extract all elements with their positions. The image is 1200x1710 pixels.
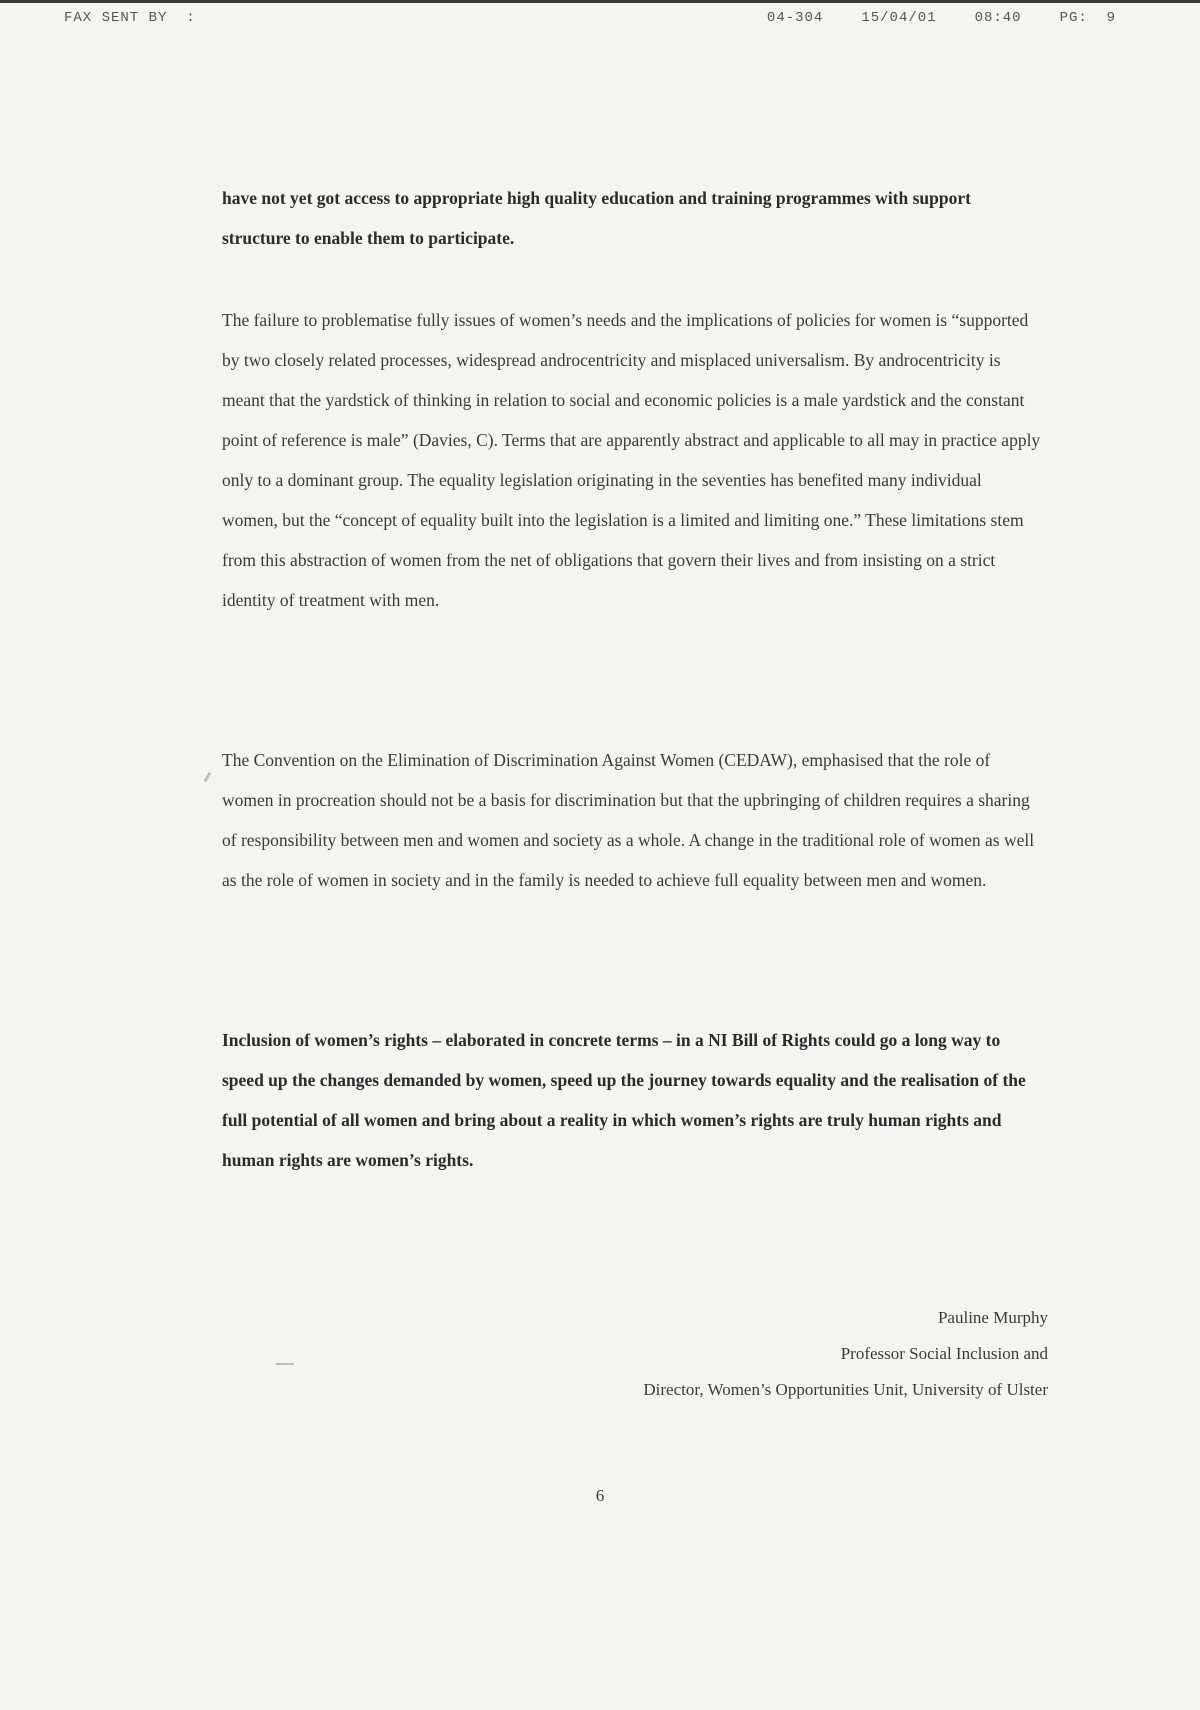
fax-page: PG: 9 — [1059, 10, 1116, 26]
signatory-affiliation: Director, Women’s Opportunities Unit, University of Ulster — [643, 1380, 1048, 1399]
paragraph-1-text: The failure to problematise fully issues of women’s needs and the implications of policies for women is “supported by two closely related processes, widespread androcentricity and misplaced universalism. By androcentricity is meant that the yardstick of thinking in relation to social and economic policies is a male yardstick and the constant point of reference is male” (Davies, C). Terms that are apparently abstract and applicable to all may in practice apply only to a dominant group. The equality legislation originating in the seventies has benefited many individual women, but the “concept of equality built into the legislation is a limited and limiting one.” These limitations stem from this abstraction of women from the net of obligations that govern their lives and from insisting on a strict identity of treatment with men. — [222, 310, 1041, 610]
paragraph-3-text: Inclusion of women’s rights – elaborated in concrete terms – in a NI Bill of Rights could go a long way to speed up the changes demanded by women, speed up the journey towards equality and the realisation of the full potential of all women and bring about a reality in which women’s rights are truly human rights and human rights are women’s rights. — [222, 1030, 1026, 1170]
fax-transmission-info — [767, 10, 1116, 26]
page-number: 6 — [595, 1486, 605, 1505]
intro-paragraph — [222, 178, 1042, 258]
fax-sent-by: FAX SENT BY : — [64, 10, 196, 26]
cedaw-paragraph — [222, 740, 1042, 900]
bill-of-rights-paragraph — [222, 1020, 1042, 1180]
fax-header — [64, 10, 1116, 30]
intro-text: have not yet got access to appropriate high quality education and training programmes with support structure to enable them to participate. — [222, 188, 971, 248]
fax-code: 04-304 — [766, 10, 824, 26]
scan-speck — [276, 1363, 294, 1365]
signatory-name: Pauline Murphy — [937, 1308, 1048, 1327]
fax-date: 15/04/01 — [861, 10, 937, 26]
signatory-title: Professor Social Inclusion and — [840, 1344, 1048, 1363]
signature-block — [643, 1300, 1048, 1408]
paragraph-2-text: The Convention on the Elimination of Discrimination Against Women (CEDAW), emphasised that the role of women in procreation should not be a basis for discrimination but that the upbringing of children requires a sharing of responsibility between men and women and society as a whole. A change in the traditional role of women as well as the role of women in society and in the family is needed to achieve full equality between men and women. — [222, 750, 1035, 890]
fax-time: 08:40 — [974, 10, 1022, 26]
scan-speck — [204, 772, 212, 782]
androcentricity-paragraph — [222, 300, 1042, 620]
fax-top-border — [0, 0, 1200, 3]
